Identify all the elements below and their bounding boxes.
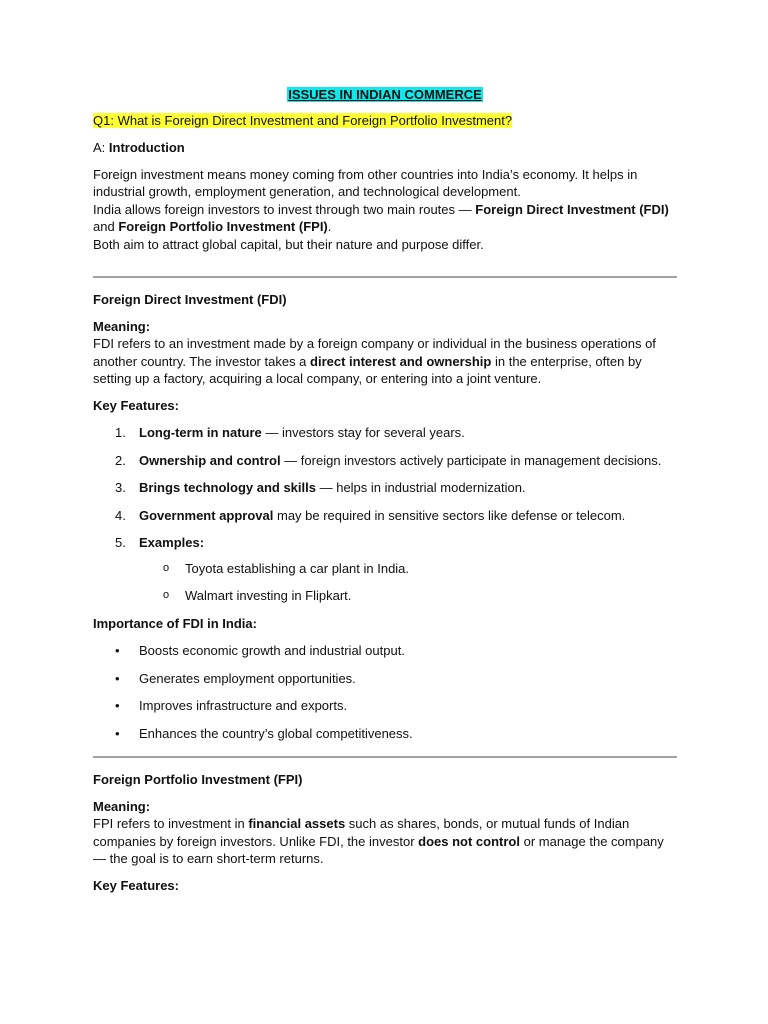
item-text: may be required in sensitive sectors like defense or telecom. [273,507,626,523]
fdi-meaning-label: Meaning: [93,318,151,334]
fdi-features-label: Key Features: [93,397,179,413]
list-item [93,670,677,688]
fdi-meaning-a: FDI refers to an investment made by a foreign company or individual in the business operations of another country. The investor takes a [93,336,656,369]
intro-p2-a: India allows foreign investors to invest through two main routes — [93,201,476,217]
intro-p2-c: and [93,219,119,234]
fpi-meaning-e: or manage the company — the goal is to earn short-term returns. [93,833,664,866]
page-title-text: ISSUES IN INDIAN COMMERCE [288,87,482,102]
list-item [93,507,677,525]
fpi-heading: Foreign Portfolio Investment (FPI) [93,772,303,787]
section-divider [93,756,677,758]
list-item [93,697,677,715]
intro-p2-b: Foreign Direct Investment (FDI) [475,201,669,217]
fpi-meaning-label: Meaning: [93,798,151,814]
item-number: 4. [115,507,126,523]
fdi-importance-label: Importance of FDI in India: [93,615,257,631]
intro-paragraph-1: Foreign investment means money coming from other countries into India’s economy. It helps in industrial growth, employment generation, and technological development. [93,166,638,199]
item-number: 3. [115,480,126,495]
item-bold: Government approval [139,507,274,523]
fdi-features-list [93,424,677,605]
list-item [93,534,677,605]
item-number: 1. [115,425,126,440]
fpi-meaning-a: FPI refers to investment in [93,816,249,831]
item-text: — foreign investors actively participate in management decisions. [280,452,662,468]
intro-block [93,166,677,254]
bullet-icon: • [115,725,120,741]
list-item [139,560,677,578]
item-bold: Ownership and control [139,452,281,468]
bullet-icon: • [115,643,120,658]
importance-text: Boosts economic growth and industrial output. [139,643,405,658]
fpi-features-label: Key Features: [93,877,179,893]
example-text: Walmart investing in Flipkart. [185,588,352,603]
list-item [93,424,677,442]
fpi-meaning-d: does not control [418,833,520,849]
examples-list [139,560,677,605]
section-divider [93,276,677,278]
fdi-heading: Foreign Direct Investment (FDI) [93,292,287,307]
fpi-meaning-b: financial assets [248,816,346,831]
importance-text: Improves infrastructure and exports. [139,698,348,713]
list-item [93,452,677,470]
fdi-importance-list [93,642,677,742]
item-bold: Brings technology and skills [139,480,316,495]
list-item [93,479,677,497]
page-title [93,86,677,104]
intro-paragraph-3: Both aim to attract global capital, but their nature and purpose differ. [93,236,484,252]
list-item [93,642,677,660]
item-bold: Examples: [139,535,205,550]
document-content [93,86,677,903]
importance-text: Generates employment opportunities. [139,670,356,686]
list-item [93,725,677,743]
intro-paragraph-2 [93,201,677,236]
item-number: 2. [115,452,126,468]
answer-intro-line [93,139,677,157]
importance-text: Enhances the country’s global competitiveness. [139,725,413,741]
question-line [93,112,677,130]
fdi-meaning-text [93,335,677,388]
list-item [139,587,677,605]
item-text: — helps in industrial modernization. [315,480,526,495]
fpi-meaning-c: such as shares, bonds, or mutual funds of Indian companies by foreign investors. Unlike FDI, the investor [93,816,630,849]
bullet-icon: • [115,670,120,686]
fpi-meaning-text [93,815,677,868]
item-number: 5. [115,535,126,550]
fdi-meaning-b: direct interest and ownership [310,353,492,369]
item-text: — investors stay for several years. [261,425,465,440]
sub-bullet-icon: o [163,589,170,601]
item-bold: Long-term in nature [139,425,262,440]
sub-bullet-icon: o [163,561,170,574]
example-text: Toyota establishing a car plant in India. [185,560,410,576]
intro-p2-e: . [327,219,332,234]
answer-prefix: A: [93,140,109,155]
intro-heading: Introduction [108,140,185,155]
bullet-icon: • [115,698,120,713]
question-text: Q1: What is Foreign Direct Investment and Foreign Portfolio Investment? [93,112,513,128]
intro-p2-d: Foreign Portfolio Investment (FPI) [118,219,328,234]
fdi-meaning-c: in the enterprise, often by setting up a factory, acquiring a local company, or entering into a joint venture. [93,353,642,386]
